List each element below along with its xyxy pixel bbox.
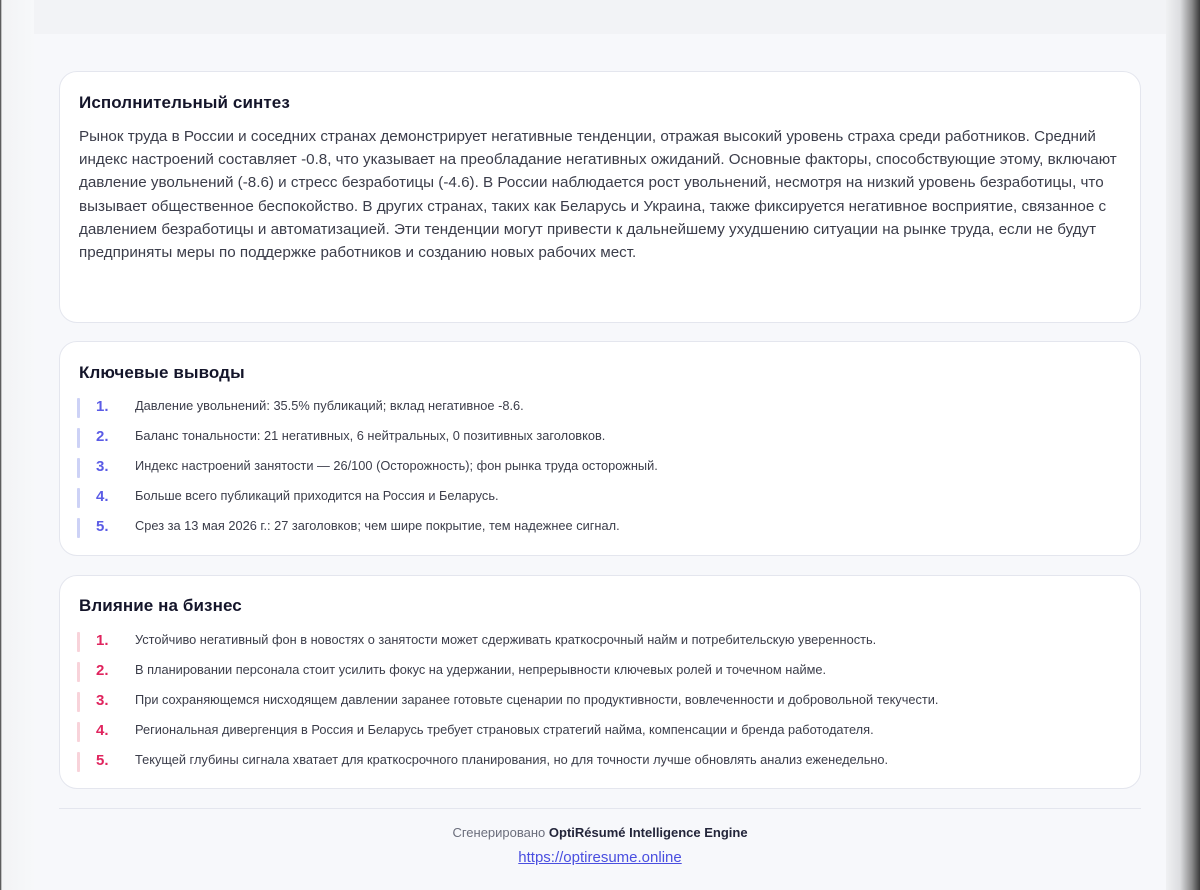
item-text: Региональная дивергенция в Россия и Беларусь требует страновых стратегий найма, компенсации и бренда работодателя. [135, 722, 874, 737]
item-number: 3. [96, 458, 109, 475]
business-impact-card [59, 575, 1141, 789]
accent-bar [77, 692, 80, 712]
business-impact-title: Влияние на бизнес [79, 596, 242, 615]
item-text: При сохраняющемся нисходящем давлении заранее готовьте сценарии по продуктивности, вовлеченности и добровольной текучести. [135, 692, 939, 707]
item-text: Устойчиво негативный фон в новостях о занятости может сдерживать краткосрочный найм и потребительскую уверенность. [135, 632, 877, 647]
accent-bar [77, 518, 80, 538]
item-number: 3. [96, 692, 109, 709]
item-text: Больше всего публикаций приходится на Россия и Беларусь. [135, 488, 499, 503]
accent-bar [77, 632, 80, 652]
item-text: Баланс тональности: 21 негативных, 6 нейтральных, 0 позитивных заголовков. [135, 428, 606, 443]
footer-engine-name: OptiRésumé Intelligence Engine [548, 825, 748, 840]
item-number: 2. [96, 428, 109, 445]
window-frame-right [1166, 0, 1200, 890]
item-number: 1. [96, 632, 109, 649]
item-text: Текущей глубины сигнала хватает для краткосрочного планирования, но для точности лучше обновлять анализ еженедельно. [135, 752, 889, 767]
item-number: 5. [96, 752, 109, 769]
item-number: 4. [96, 488, 109, 505]
window-frame-left [0, 0, 34, 890]
footer-generated-line [34, 825, 1166, 840]
item-number: 1. [96, 398, 109, 415]
item-text: Давление увольнений: 35.5% публикаций; вклад негативное -8.6. [135, 398, 524, 413]
synthesis-title: Исполнительный синтез [79, 93, 290, 112]
item-text: Срез за 13 мая 2026 г.: 27 заголовков; чем шире покрытие, тем надежнее сигнал. [135, 518, 620, 533]
accent-bar [77, 458, 80, 478]
item-text: Индекс настроений занятости — 26/100 (Осторожность); фон рынка труда осторожный. [135, 458, 658, 473]
accent-bar [77, 398, 80, 418]
top-band [34, 0, 1166, 34]
synthesis-text: Рынок труда в России и соседних странах демонстрирует негативные тенденции, отражая высокий уровень страха среди работников. Средний индекс настроений составляет -0.8, что указывает на преобладание негативных ожиданий. Основные факторы, способствующие этому, включают давление увольнений (-8.6) и стресс безработицы (-4.6). В России наблюдается рост увольнений, несмотря на низкий уровень безработицы, что вызывает общественное беспокойство. В других странах, таких как Беларусь и Украина, также фиксируется негативное восприятие, связанное с давлением безработицы и автоматизацией. Эти тенденции могут привести к дальнейшему ухудшению ситуации на рынке труда, если не будут предприняты меры по поддержке работников и созданию новых рабочих мест. [79, 128, 1117, 262]
accent-bar [77, 662, 80, 682]
key-findings-title: Ключевые выводы [79, 363, 245, 382]
footer-divider [59, 808, 1141, 809]
accent-bar [77, 752, 80, 772]
item-number: 4. [96, 722, 109, 739]
footer-link-row [34, 849, 1166, 866]
accent-bar [77, 488, 80, 508]
accent-bar [77, 722, 80, 742]
synthesis-card [59, 71, 1141, 323]
footer-website-link[interactable]: https://optiresume.online [518, 849, 682, 866]
key-findings-card [59, 341, 1141, 556]
item-number: 5. [96, 518, 109, 535]
accent-bar [77, 428, 80, 448]
report-page [34, 0, 1166, 890]
item-number: 2. [96, 662, 109, 679]
item-text: В планировании персонала стоит усилить фокус на удержании, непрерывности ключевых ролей и точечном найме. [135, 662, 827, 677]
footer-generated-prefix: Сгенерировано [452, 825, 546, 840]
